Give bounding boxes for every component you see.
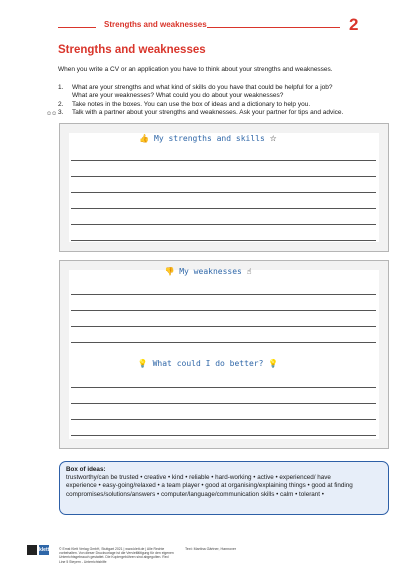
thumbs-down-icon: ☝	[246, 267, 252, 276]
credit-text: Text: Martina Gärtner, Hannover	[185, 547, 237, 551]
writing-line	[71, 224, 376, 225]
task-line: What are your weaknesses? What could you do about your weaknesses?	[72, 92, 284, 100]
ideas-line: experience • easy-going/relaxed • a team player • good at organising/explaining things • good at finding	[66, 482, 353, 490]
writing-line	[71, 294, 376, 295]
better-heading	[0, 359, 416, 368]
task-line: Talk with a partner about your strengths and weaknesses. Ask your partner for tips and advice.	[72, 108, 344, 116]
task-line: Take notes in the boxes. You can use the box of ideas and a dictionary to help you.	[72, 100, 311, 108]
weaknesses-heading	[0, 267, 416, 276]
task-item	[46, 108, 398, 117]
thumbs-down-icon: 👎	[164, 267, 175, 276]
writing-line	[71, 326, 376, 327]
task-number: 3.	[58, 108, 64, 116]
task-number: 2.	[58, 100, 64, 108]
header-rule-right	[207, 27, 340, 28]
writing-line	[71, 310, 376, 311]
strengths-writing-area[interactable]	[69, 133, 379, 242]
pair-work-icon: ☺☺	[46, 110, 57, 117]
task-line: What are your strengths and what kind of skills do you have that could be helpful for a job?	[72, 84, 333, 91]
ideas-title: Box of ideas:	[66, 466, 106, 473]
publisher-logo-icon	[27, 545, 37, 555]
ideas-line: trustworthy/can be trusted • creative • kind • reliable • hard-working • active • experienced/ have	[66, 474, 331, 482]
writing-line	[71, 403, 376, 404]
task-item	[58, 101, 398, 109]
page-number: 2	[349, 15, 359, 34]
writing-line	[71, 435, 376, 436]
lightbulb-icon: 💡	[137, 359, 148, 368]
writing-line	[71, 208, 376, 209]
weaknesses-box	[59, 260, 389, 449]
writing-line	[71, 419, 376, 420]
weaknesses-heading-text: My weaknesses	[179, 267, 242, 276]
ideas-line: compromises/solutions/answers • computer/language/communication skills • calm • tolerant •	[66, 490, 325, 498]
task-number: 1.	[58, 84, 64, 91]
task-list	[46, 84, 398, 117]
writing-line	[71, 240, 376, 241]
weaknesses-writing-area[interactable]	[69, 270, 379, 439]
thumbs-up-icon: 👍	[139, 134, 150, 143]
copyright-text: © Ernst Klett Verlag GmbH, Stuttgart 2021 | www.klett.de | Alle Rechte vorbehalten. Von dieser Druckvorlage ist die Vervielfältigung für den eigenen Unterrichtsgebrauch gestattet. Die Kopiergebühren sind abgegolten. Red Line 5 Steyern - Unterrichtshilfe	[59, 547, 174, 564]
publisher-logo: klett	[39, 547, 50, 553]
page-title: Strengths and weaknesses	[58, 44, 206, 56]
writing-line	[71, 342, 376, 343]
lightbulb-icon: 💡	[268, 359, 279, 368]
box-of-ideas	[59, 461, 389, 515]
strengths-heading	[0, 134, 416, 143]
writing-line	[71, 192, 376, 193]
header-title: Strengths and weaknesses	[104, 20, 207, 29]
star-icon: ☆	[269, 134, 277, 143]
strengths-heading-text: My strengths and skills	[154, 134, 265, 143]
writing-line	[71, 176, 376, 177]
better-heading-text: What could I do better?	[152, 359, 264, 368]
writing-line	[71, 160, 376, 161]
intro-text: When you write a CV or an application you have to think about your strengths and weaknesses.	[58, 66, 333, 73]
header-rule-left	[58, 27, 96, 28]
task-item	[58, 84, 398, 101]
writing-line	[71, 387, 376, 388]
